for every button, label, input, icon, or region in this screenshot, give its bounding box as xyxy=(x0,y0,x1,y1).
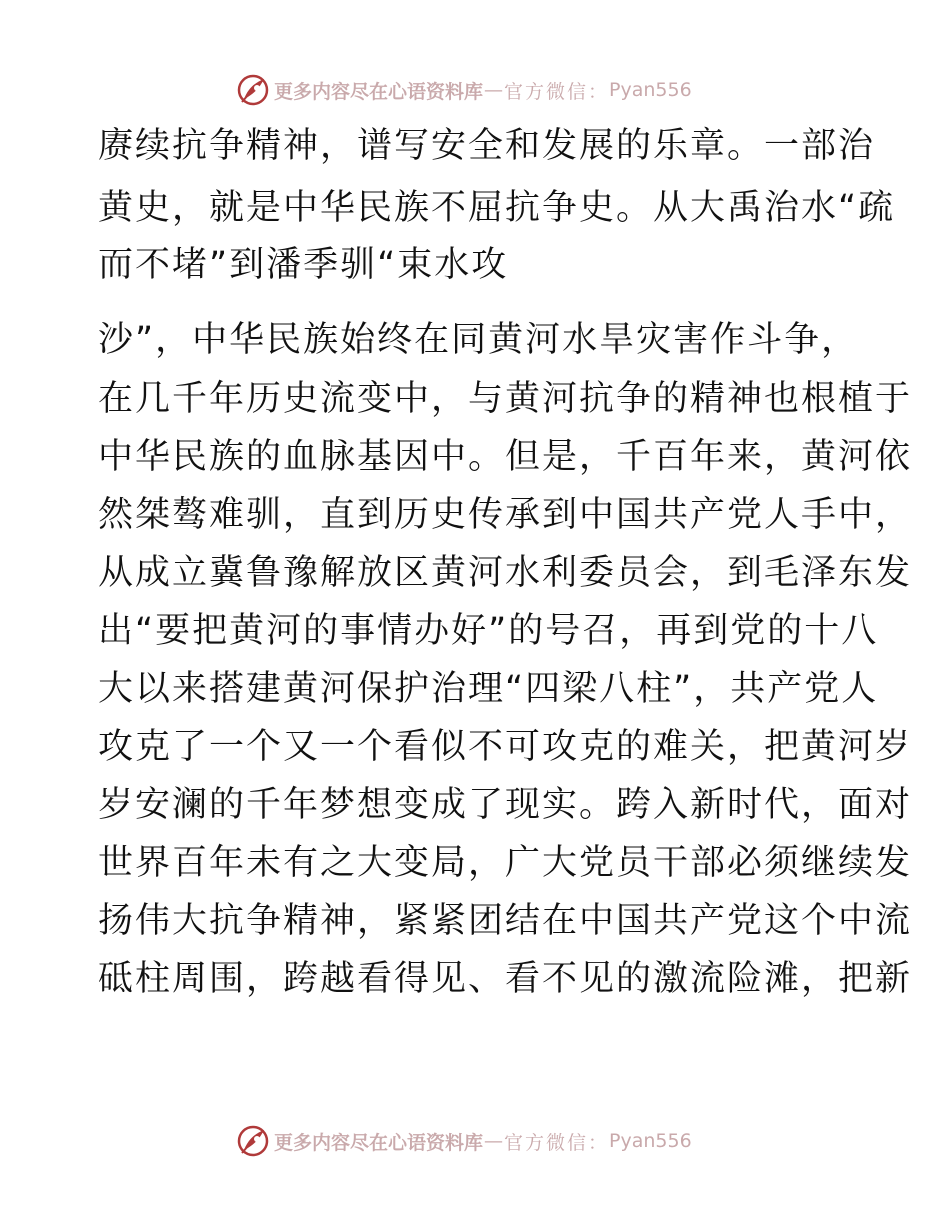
watermark-dash: — xyxy=(484,1130,504,1152)
watermark-account: Pyan556 xyxy=(609,1130,692,1152)
text-line: 在几千年历史流变中，与黄河抗争的精神也根植于 xyxy=(98,379,913,419)
text-line: 然桀骜难驯，直到历史传承到中国共产党人手中， xyxy=(98,495,913,535)
text-line: 砥柱周围，跨越看得见、看不见的激流险滩，把新 xyxy=(98,959,913,999)
watermark-official-label: 官方微信： xyxy=(504,80,610,103)
watermark-account: Pyan556 xyxy=(609,79,692,101)
text-line: 出“要把黄河的事情办好”的号召，再到党的十八 xyxy=(98,611,879,651)
feather-pen-logo-icon xyxy=(236,1124,270,1158)
watermark-brand: 更多内容尽在心语资料库 xyxy=(274,80,484,103)
watermark-official-label: 官方微信： xyxy=(504,1131,610,1154)
text-line: 中华民族的血脉基因中。但是，千百年来，黄河依 xyxy=(98,437,913,477)
text-line: 沙”，中华民族始终在同黄河水旱灾害作斗争， xyxy=(98,320,859,360)
watermark-brand: 更多内容尽在心语资料库 xyxy=(274,1131,484,1154)
text-line: 而不堵”到潘季驯“束水攻 xyxy=(98,245,509,285)
watermark-dash: — xyxy=(484,79,504,101)
text-line: 扬伟大抗争精神，紧紧团结在中国共产党这个中流 xyxy=(98,901,913,941)
text-line: 从成立冀鲁豫解放区黄河水利委员会，到毛泽东发 xyxy=(98,553,913,593)
header-watermark xyxy=(236,73,692,107)
text-line: 黄史，就是中华民族不屈抗争史。从大禹治水“疏 xyxy=(98,188,896,228)
text-line: 大以来搭建黄河保护治理“四梁八柱”，共产党人 xyxy=(98,669,879,709)
text-line: 赓续抗争精神，谱写安全和发展的乐章。一部治 xyxy=(98,126,876,166)
text-line: 岁安澜的千年梦想变成了现实。跨入新时代，面对 xyxy=(98,785,913,825)
text-line: 世界百年未有之大变局，广大党员干部必须继续发 xyxy=(98,843,913,883)
text-line: 攻克了一个又一个看似不可攻克的难关，把黄河岁 xyxy=(98,727,913,767)
feather-pen-logo-icon xyxy=(236,73,270,107)
footer-watermark xyxy=(236,1124,692,1158)
